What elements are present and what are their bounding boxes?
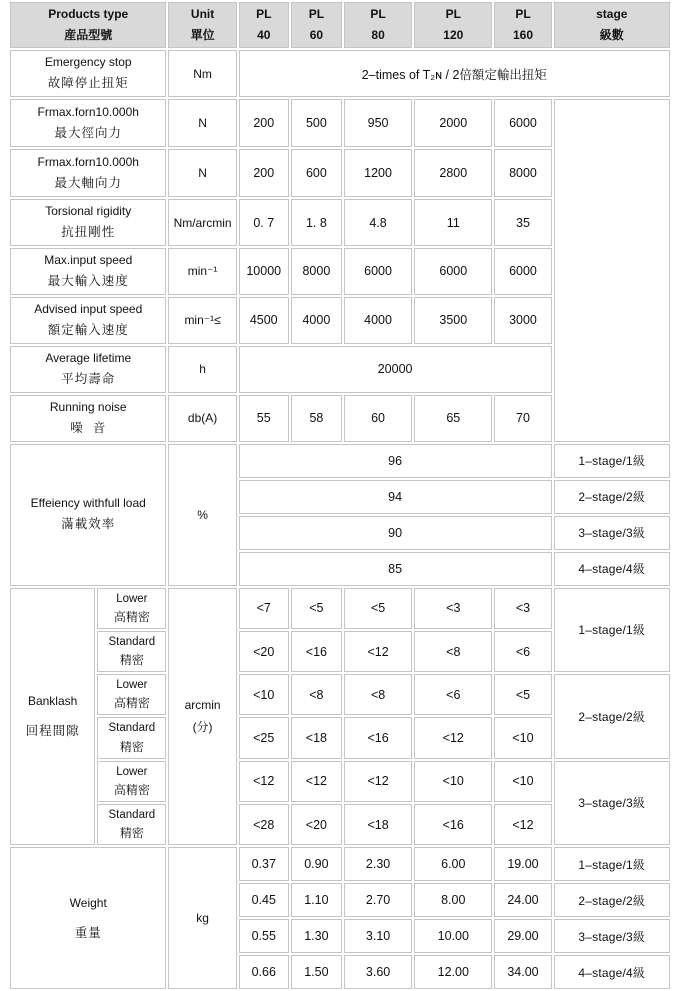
row-label-en: Running noise [49, 399, 127, 414]
stage-cell: 3–stage/3級 [554, 761, 670, 846]
row-label-max-input-speed [10, 248, 166, 295]
value-cell: <12 [344, 631, 412, 672]
value-cell: <3 [414, 588, 492, 629]
row-label-en: Torsional rigidity [45, 204, 132, 219]
row-label-axial-force [10, 149, 166, 197]
value-cell: 12.00 [414, 955, 492, 989]
merged-value-cell: 2–times of T₂ɴ / 2倍額定輸出扭矩 [239, 50, 670, 97]
stage-cell: 2–stage/2級 [554, 674, 670, 759]
model-line1: PL [445, 7, 461, 21]
row-label-en: Frmax.forn10.000h [37, 104, 139, 119]
value-cell: 0.66 [239, 955, 289, 989]
grade-cell [97, 588, 166, 629]
row-label-en: Effeiency withfull load [30, 496, 146, 511]
model-line2: 120 [443, 28, 464, 42]
value-cell: <16 [344, 717, 412, 758]
grade-cell [97, 674, 166, 715]
value-cell: 500 [291, 99, 342, 147]
unit-line2: (分) [192, 720, 213, 735]
row-label-emergency-stop [10, 50, 166, 97]
value-cell: <18 [344, 804, 412, 845]
grade-zh: 精密 [119, 826, 144, 841]
unit-cell: Nm [168, 50, 236, 97]
row-label-efficiency [10, 444, 166, 586]
value-cell: 35 [494, 199, 551, 246]
grade-zh: 精密 [119, 653, 144, 668]
row-radial-force [10, 99, 670, 147]
merged-value-cell: 85 [239, 552, 552, 586]
value-cell: 6000 [344, 248, 412, 295]
value-cell: <20 [239, 631, 289, 672]
value-cell: 4.8 [344, 199, 412, 246]
row-backlash-5 [10, 761, 670, 802]
row-backlash-3 [10, 674, 670, 715]
stage-cell: 4–stage/4級 [554, 955, 670, 989]
row-label-weight [10, 847, 166, 989]
value-cell: <8 [414, 631, 492, 672]
grade-en: Lower [116, 592, 148, 605]
header-row [10, 2, 670, 48]
value-cell: 0.45 [239, 883, 289, 917]
header-unit [168, 2, 236, 48]
header-stage-zh: 級數 [599, 28, 624, 42]
stage-cell: 3–stage/3級 [554, 919, 670, 953]
value-cell: 2.30 [344, 847, 412, 881]
stage-cell: 2–stage/2級 [554, 883, 670, 917]
value-cell: 10000 [239, 248, 289, 295]
row-label-torsional-rigidity [10, 199, 166, 246]
model-line2: 60 [309, 28, 324, 42]
grade-en: Standard [108, 722, 156, 735]
value-cell: 2800 [414, 149, 492, 197]
value-cell: <10 [494, 717, 551, 758]
grade-en: Lower [116, 679, 148, 692]
value-cell: 200 [239, 149, 289, 197]
value-cell: 4000 [291, 297, 342, 344]
stage-cell: 2–stage/2級 [554, 480, 670, 514]
value-cell: <7 [239, 588, 289, 629]
value-cell: 3.10 [344, 919, 412, 953]
row-label-zh: 最大徑向力 [54, 125, 122, 140]
stage-cell: 1–stage/1級 [554, 847, 670, 881]
grade-en: Lower [116, 765, 148, 778]
value-cell: 0.90 [291, 847, 342, 881]
value-cell: <12 [239, 761, 289, 802]
value-cell: 6000 [494, 248, 551, 295]
model-line1: PL [308, 7, 325, 21]
row-label-zh: 最大軸向力 [54, 175, 122, 190]
stage-empty-cell [554, 99, 670, 442]
stage-cell: 1–stage/1級 [554, 588, 670, 673]
value-cell: 10.00 [414, 919, 492, 953]
value-cell: <25 [239, 717, 289, 758]
header-unit-zh: 單位 [190, 28, 215, 42]
value-cell: 29.00 [494, 919, 551, 953]
value-cell: 0.37 [239, 847, 289, 881]
value-cell: 1.50 [291, 955, 342, 989]
row-label-zh: 平均壽命 [61, 371, 116, 386]
row-efficiency-1 [10, 444, 670, 478]
grade-zh: 高精密 [113, 782, 150, 797]
value-cell: 1.30 [291, 919, 342, 953]
value-cell: <5 [291, 588, 342, 629]
row-label-en: Frmax.forn10.000h [37, 154, 139, 169]
value-cell: <8 [344, 674, 412, 715]
header-unit-en: Unit [190, 7, 215, 21]
value-cell: 65 [414, 395, 492, 442]
value-cell: <28 [239, 804, 289, 845]
stage-cell: 3–stage/3級 [554, 516, 670, 550]
grade-zh: 精密 [119, 739, 144, 754]
grade-zh: 高精密 [113, 609, 150, 624]
spec-table [8, 0, 672, 991]
unit-cell: Nm/arcmin [168, 199, 236, 246]
unit-cell: min⁻¹≤ [168, 297, 236, 344]
unit-cell: min⁻¹ [168, 248, 236, 295]
model-line2: 160 [512, 28, 533, 42]
value-cell: <5 [344, 588, 412, 629]
value-cell: 600 [291, 149, 342, 197]
grade-cell [97, 761, 166, 802]
model-line1: PL [515, 7, 531, 21]
value-cell: 55 [239, 395, 289, 442]
grade-cell [97, 717, 166, 758]
merged-value-cell: 94 [239, 480, 552, 514]
header-products-type-zh: 産品型號 [64, 28, 113, 42]
value-cell: 8.00 [414, 883, 492, 917]
value-cell: 3500 [414, 297, 492, 344]
row-label-en: Average lifetime [45, 350, 132, 365]
value-cell: 70 [494, 395, 551, 442]
value-cell: 24.00 [494, 883, 551, 917]
header-model-pl80 [344, 2, 412, 48]
value-cell: <18 [291, 717, 342, 758]
value-cell: <10 [239, 674, 289, 715]
row-label-zh: 額定輸入速度 [47, 322, 129, 337]
value-cell: <10 [414, 761, 492, 802]
unit-cell [168, 588, 236, 846]
model-line2: 40 [257, 28, 271, 42]
value-cell: <16 [414, 804, 492, 845]
unit-cell: % [168, 444, 236, 586]
row-label-en: Max.input speed [44, 253, 133, 267]
row-label-zh: 抗扭剛性 [61, 225, 116, 240]
value-cell: <16 [291, 631, 342, 672]
row-label-advised-input-speed [10, 297, 166, 344]
row-label-average-lifetime [10, 346, 166, 393]
row-label-running-noise [10, 395, 166, 442]
value-cell: <5 [494, 674, 551, 715]
header-stage [554, 2, 670, 48]
row-label-en: Advised input speed [34, 301, 143, 316]
value-cell: 4000 [344, 297, 412, 344]
merged-value-cell: 90 [239, 516, 552, 550]
merged-value-cell: 20000 [239, 346, 552, 393]
row-emergency-stop [10, 50, 670, 97]
row-label-en: Emergency stop [44, 55, 132, 70]
row-label-zh: 噪 音 [70, 420, 107, 435]
grade-cell [97, 631, 166, 672]
header-products-type [10, 2, 166, 48]
model-line1: PL [370, 7, 386, 21]
header-model-pl120 [414, 2, 492, 48]
row-label-zh: 回程間隙 [25, 723, 80, 738]
value-cell: <8 [291, 674, 342, 715]
value-cell: 1.10 [291, 883, 342, 917]
header-model-pl160 [494, 2, 551, 48]
value-cell: 8000 [494, 149, 551, 197]
value-cell: <12 [291, 761, 342, 802]
value-cell: 11 [414, 199, 492, 246]
value-cell: 0.55 [239, 919, 289, 953]
value-cell: 3.60 [344, 955, 412, 989]
value-cell: 0. 7 [239, 199, 289, 246]
value-cell: <3 [494, 588, 551, 629]
model-line2: 80 [371, 28, 385, 42]
row-label-backlash [10, 588, 95, 846]
value-cell: <10 [494, 761, 551, 802]
value-cell: 19.00 [494, 847, 551, 881]
value-cell: 3000 [494, 297, 551, 344]
row-label-zh: 最大輸入速度 [47, 274, 129, 288]
merged-value-cell: 96 [239, 444, 552, 478]
grade-en: Standard [108, 635, 156, 648]
value-cell: <12 [414, 717, 492, 758]
value-cell: <12 [344, 761, 412, 802]
value-cell: 950 [344, 99, 412, 147]
row-label-zh: 重量 [74, 925, 102, 940]
value-cell: <20 [291, 804, 342, 845]
row-label-zh: 故障停止扭矩 [47, 76, 129, 91]
unit-cell: h [168, 346, 236, 393]
grade-cell [97, 804, 166, 845]
value-cell: 6.00 [414, 847, 492, 881]
value-cell: 200 [239, 99, 289, 147]
unit-cell: kg [168, 847, 236, 989]
row-weight-1 [10, 847, 670, 881]
row-backlash-1 [10, 588, 670, 629]
row-label-zh: 滿載效率 [61, 517, 116, 532]
value-cell: 2.70 [344, 883, 412, 917]
value-cell: <6 [414, 674, 492, 715]
unit-cell: db(A) [168, 395, 236, 442]
unit-cell: N [168, 149, 236, 197]
value-cell: <6 [494, 631, 551, 672]
row-label-en: Weight [69, 895, 107, 910]
header-model-pl40 [239, 2, 289, 48]
header-model-pl60 [291, 2, 342, 48]
value-cell: 58 [291, 395, 342, 442]
grade-en: Standard [108, 808, 156, 821]
value-cell: 60 [344, 395, 412, 442]
value-cell: 6000 [494, 99, 551, 147]
model-line1: PL [256, 7, 272, 21]
header-products-type-en: Products type [48, 7, 129, 21]
value-cell: 2000 [414, 99, 492, 147]
grade-zh: 高精密 [113, 696, 150, 711]
row-label-en: Banklash [27, 693, 78, 708]
value-cell: 8000 [291, 248, 342, 295]
unit-line1: arcmin [184, 697, 221, 712]
value-cell: 4500 [239, 297, 289, 344]
value-cell: <12 [494, 804, 551, 845]
unit-cell: N [168, 99, 236, 147]
header-stage-en: stage [596, 7, 628, 21]
stage-cell: 4–stage/4級 [554, 552, 670, 586]
value-cell: 1. 8 [291, 199, 342, 246]
value-cell: 6000 [414, 248, 492, 295]
row-label-radial-force [10, 99, 166, 147]
value-cell: 34.00 [494, 955, 551, 989]
stage-cell: 1–stage/1級 [554, 444, 670, 478]
value-cell: 1200 [344, 149, 412, 197]
